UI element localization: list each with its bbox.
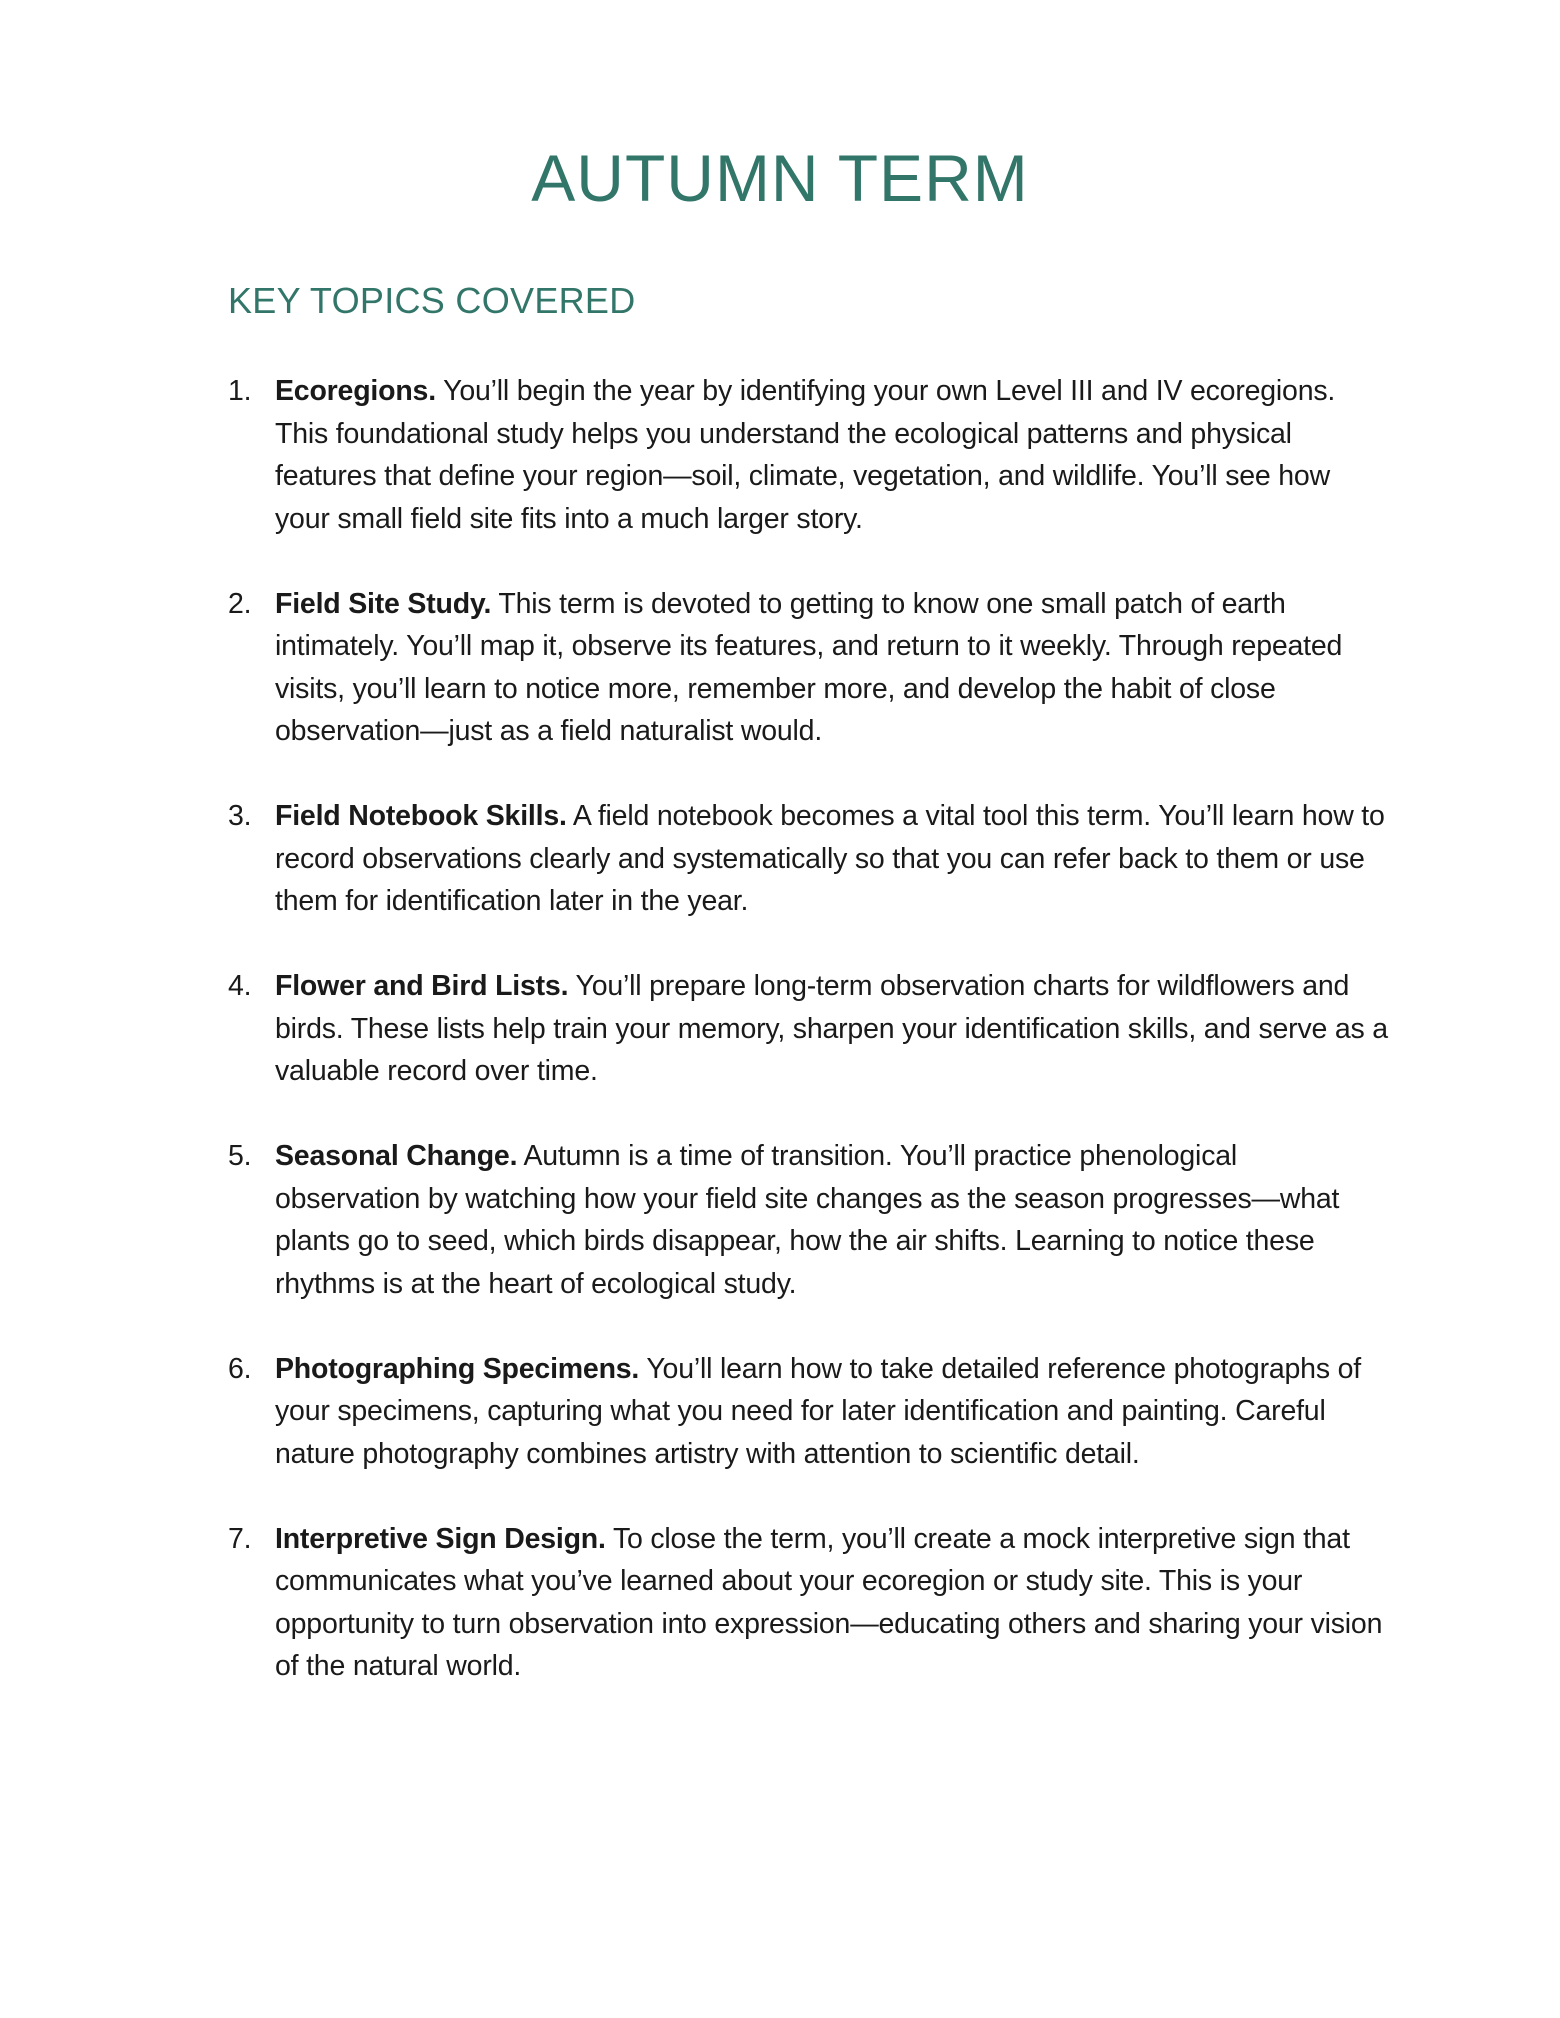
topic-body: You’ll prepare long-term observation charts for wildflowers and birds. These lists help train your memory, sharpen your identification skills, and serve as a valuable record over time. xyxy=(275,970,1388,1087)
topic-title: Field Site Study. xyxy=(275,587,492,620)
topic-number: 4. xyxy=(228,970,252,1002)
topic-item-flower-and-bird-lists xyxy=(228,965,1388,1093)
topic-list xyxy=(228,370,1388,1730)
topic-item-interpretive-sign-design xyxy=(228,1518,1388,1688)
topic-body: You’ll learn how to take detailed reference photographs of your specimens, capturing what you need for later identification and painting. Careful nature photography combines artistry with attention to scientific detail. xyxy=(275,1352,1361,1470)
topic-number: 7. xyxy=(228,1522,252,1555)
topic-title: Seasonal Change. xyxy=(275,1140,518,1172)
section-heading: KEY TOPICS COVERED xyxy=(228,280,636,321)
topic-body: You’ll begin the year by identifying your own Level III and IV ecoregions. This foundational study helps you understand the ecological patterns and physical features that define your region—soil, climate, vegetation, and wildlife. You’ll see how your small field site fits into a much larger story. xyxy=(275,375,1336,535)
topic-item-field-site-study xyxy=(228,583,1388,753)
page-title: AUTUMN TERM xyxy=(531,141,1029,215)
topic-body: Autumn is a time of transition. You’ll practice phenological observation by watching how your field site changes as the season progresses—what plants go to seed, which birds disappear, how the air shifts. Learning to notice these rhythms is at the heart of ecological study. xyxy=(275,1140,1340,1300)
topic-body: A field notebook becomes a vital tool this term. You’ll learn how to record observations clearly and systematically so that you can refer back to them or use them for identification later in the year. xyxy=(275,800,1385,917)
topic-number: 2. xyxy=(228,587,252,620)
topic-title: Photographing Specimens. xyxy=(275,1352,640,1385)
topic-item-ecoregions xyxy=(228,370,1388,540)
topic-number: 3. xyxy=(228,800,252,832)
topic-title: Ecoregions. xyxy=(275,375,436,407)
topic-item-photographing-specimens xyxy=(228,1348,1388,1476)
topic-title: Interpretive Sign Design. xyxy=(275,1522,606,1555)
topic-item-field-notebook-skills xyxy=(228,795,1388,923)
topic-number: 1. xyxy=(228,375,252,407)
topic-number: 6. xyxy=(228,1352,252,1385)
topic-number: 5. xyxy=(228,1140,252,1172)
topic-item-seasonal-change xyxy=(228,1135,1388,1305)
topic-body: To close the term, you’ll create a mock interpretive sign that communicates what you’ve learned about your ecoregion or study site. This is your opportunity to turn observation into expression—educating others and sharing your vision of the natural world. xyxy=(275,1522,1383,1682)
topic-body: This term is devoted to getting to know one small patch of earth intimately. You’ll map it, observe its features, and return to it weekly. Through repeated visits, you’ll learn to notice more, remember more, and develop the habit of close observation—just as a field naturalist would. xyxy=(275,587,1343,747)
topic-title: Flower and Bird Lists. xyxy=(275,970,569,1002)
topic-title: Field Notebook Skills. xyxy=(275,800,567,832)
